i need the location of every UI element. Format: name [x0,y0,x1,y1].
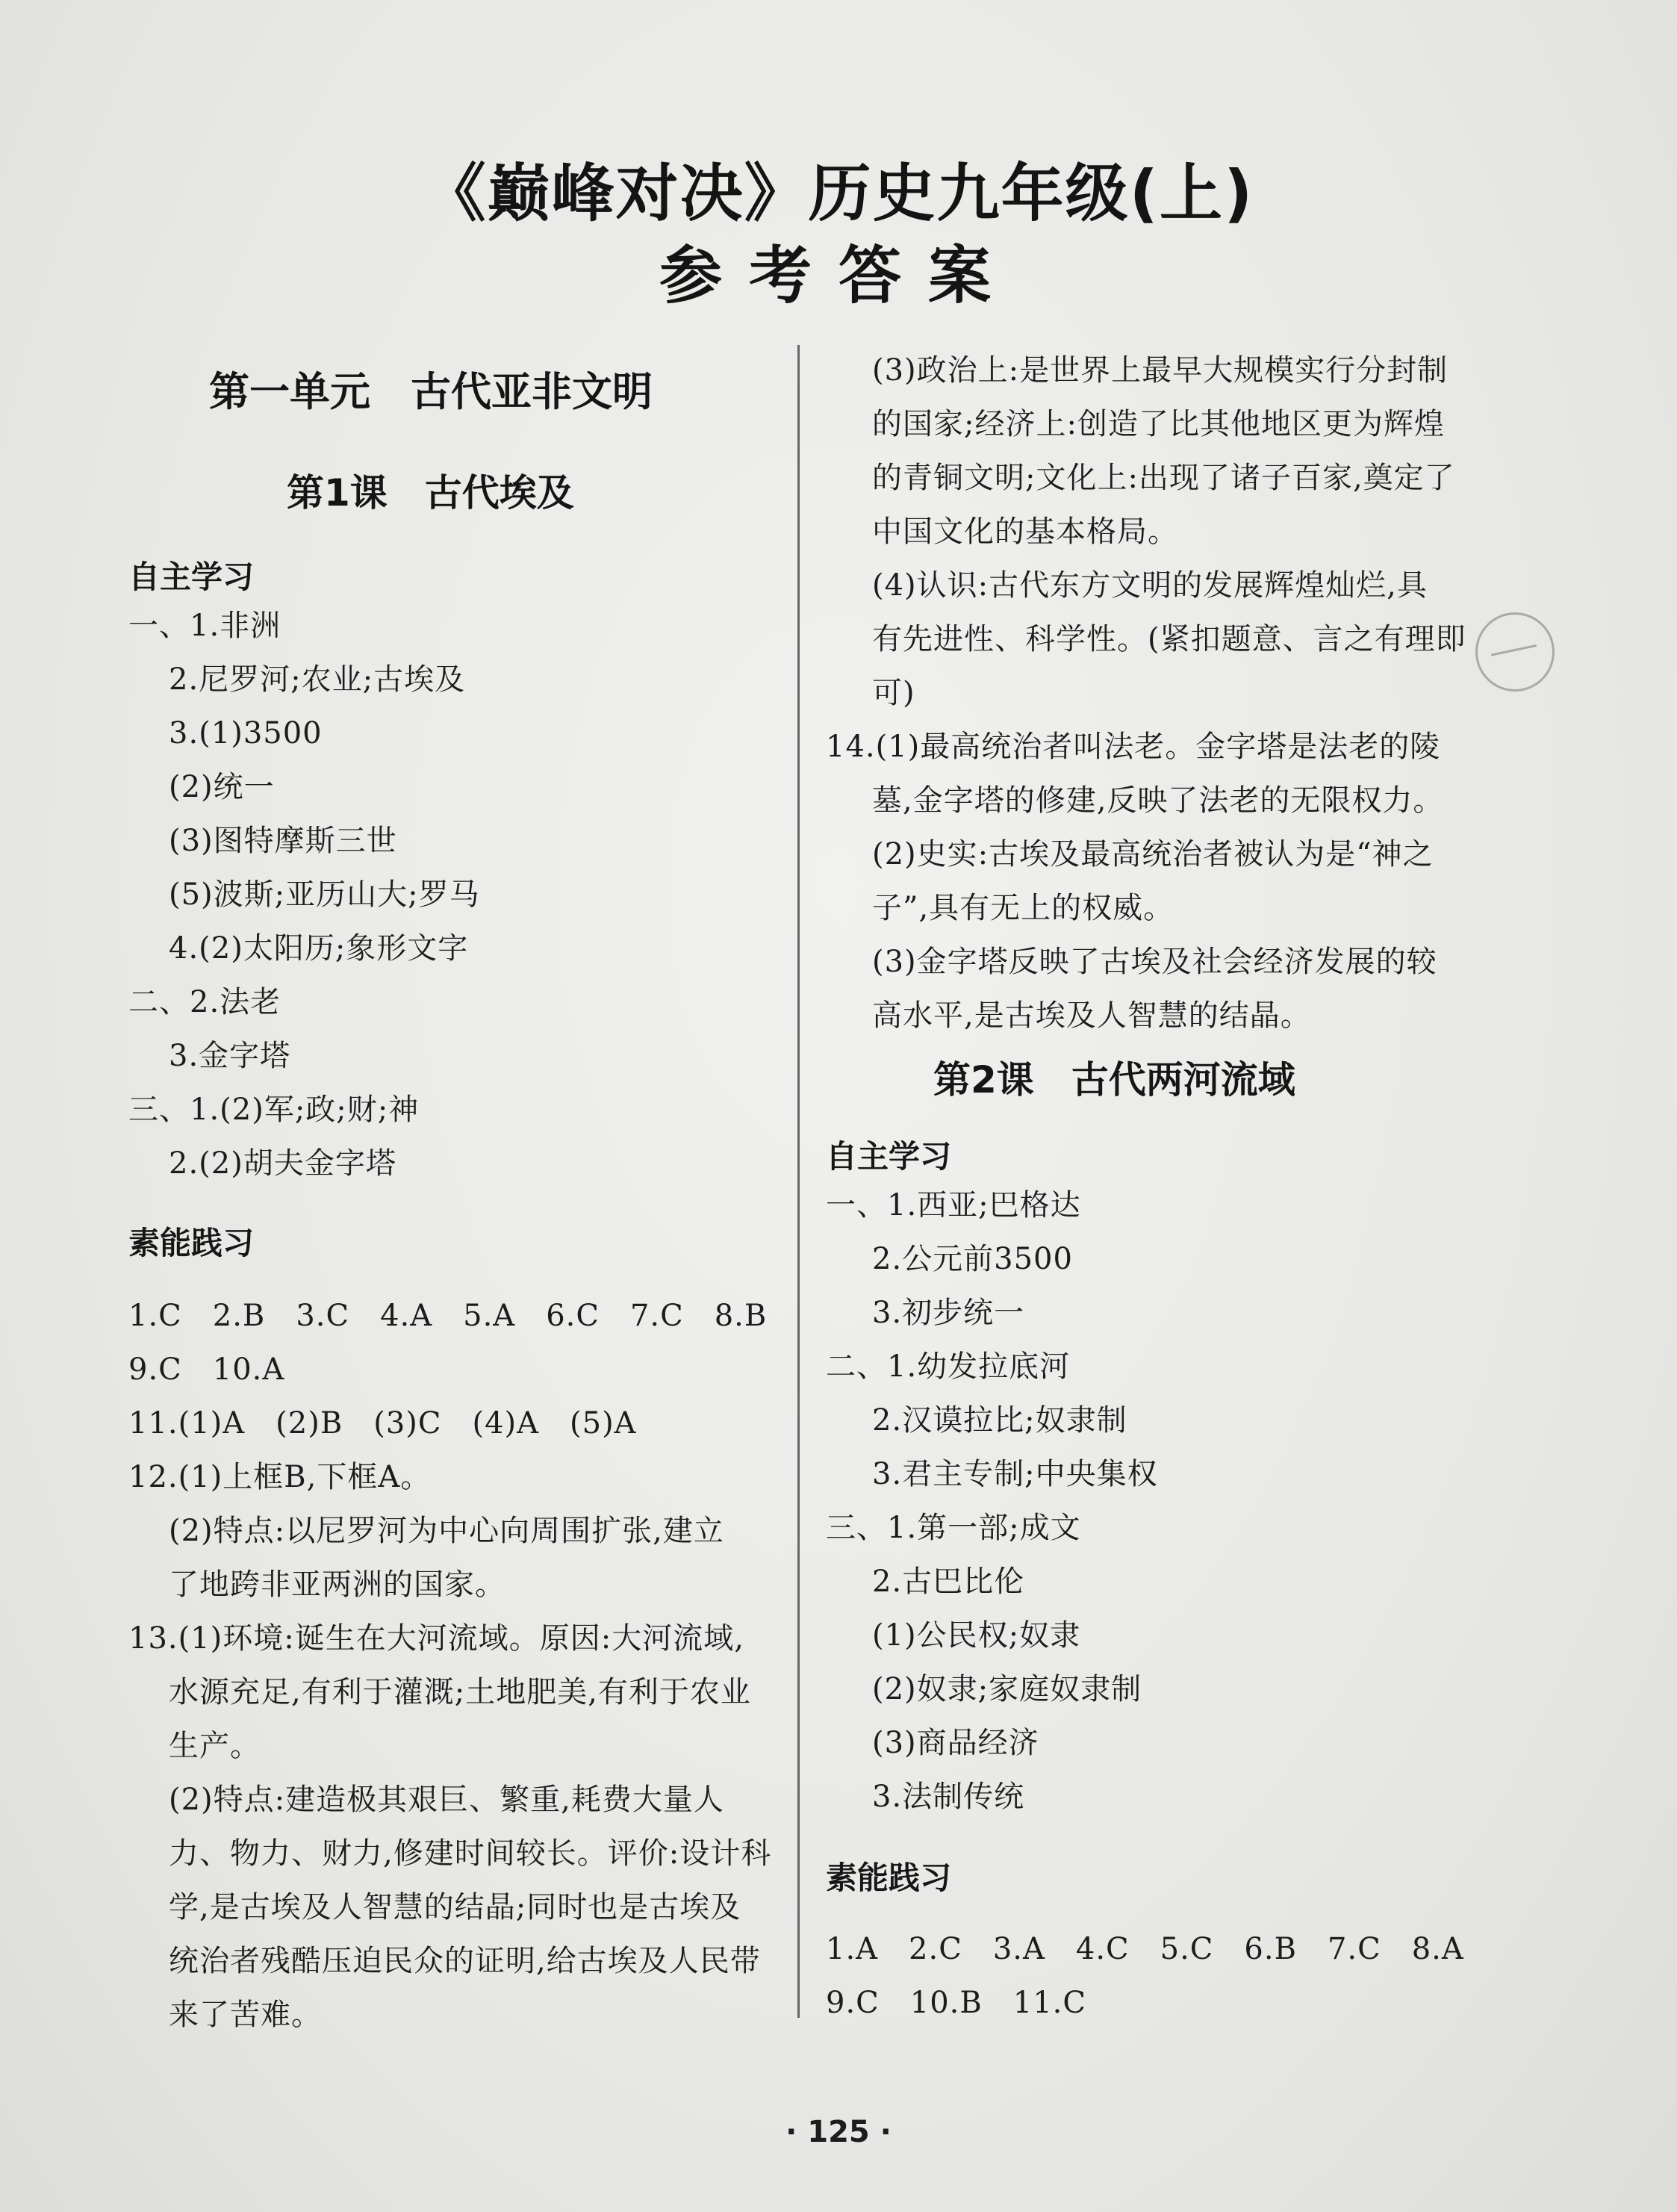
page-number: · 125 · [785,2115,892,2149]
list-item: 二、2.法老 [128,985,281,1019]
list-item: (2)特点:建造极其艰巨、繁重,耗费大量人 [169,1783,724,1817]
list-item: 可) [872,676,915,710]
list-item: 三、1.第一部;成文 [826,1511,1081,1545]
list-item: 三、1.(2)军;政;财;神 [128,1093,420,1127]
lesson-2-self-study-heading: 自主学习 [826,1138,952,1175]
list-item: 墓,金字塔的修建,反映了法老的无限权力。 [872,783,1444,818]
list-item: 高水平,是古埃及人智慧的结晶。 [872,998,1311,1033]
list-item: 14.(1)最高统治者叫法老。金字塔是法老的陵 [826,730,1441,764]
list-item: 2.(2)胡夫金字塔 [169,1146,396,1181]
list-item: 3.金字塔 [169,1039,291,1073]
list-item: (2)统一 [169,770,275,804]
list-item: 3.(1)3500 [169,716,323,751]
list-item: 2.汉谟拉比;奴隶制 [872,1403,1127,1438]
list-item: 的青铜文明;文化上:出现了诸子百家,奠定了 [872,461,1455,495]
list-item: 1.A 2.C 3.A 4.C 5.C 6.B 7.C 8.A [826,1932,1464,1966]
list-item: 3.君主专制;中央集权 [872,1457,1158,1491]
lesson-1-self-study-heading: 自主学习 [128,559,255,595]
list-item: (2)特点:以尼罗河为中心向周围扩张,建立 [169,1514,724,1548]
list-item: (3)图特摩斯三世 [169,824,397,858]
list-item: 学,是古埃及人智慧的结晶;同时也是古埃及 [169,1890,741,1924]
list-item: 12.(1)上框B,下框A。 [128,1460,432,1494]
list-item: 2.古巴比伦 [872,1565,1025,1599]
list-item: (1)公民权;奴隶 [872,1618,1081,1653]
list-item: 子”,具有无上的权威。 [872,891,1174,925]
list-item: (5)波斯;亚历山大;罗马 [169,877,480,912]
list-item: (4)认识:古代东方文明的发展辉煌灿烂,具 [872,568,1428,603]
stamp-icon [1468,605,1562,699]
list-item: 4.(2)太阳历;象形文字 [169,931,469,966]
answer-key-title: 参考答案 [659,239,1018,312]
list-item: 中国文化的基本格局。 [872,515,1178,549]
list-item: 3.法制传统 [872,1780,1025,1814]
list-item: 力、物力、财力,修建时间较长。评价:设计科 [169,1836,772,1871]
list-item: 来了苦难。 [169,1998,322,2032]
lesson-2-practice-heading: 素能践习 [826,1860,952,1896]
list-item: (3)政治上:是世界上最早大规模实行分封制 [872,353,1449,388]
list-item: 了地跨非亚两洲的国家。 [169,1568,505,1602]
list-item: 水源充足,有利于灌溉;土地肥美,有利于农业 [169,1675,751,1709]
list-item: 的国家;经济上:创造了比其他地区更为辉煌 [872,407,1445,441]
book-title: 《巅峰对决》历史九年级(上) [423,157,1254,230]
list-item: 生产。 [169,1729,261,1763]
list-item: 9.C 10.B 11.C [826,1986,1086,2020]
list-item: 二、1.幼发拉底河 [826,1349,1071,1384]
list-item: (3)金字塔反映了古埃及社会经济发展的较 [872,945,1437,979]
lesson-1-heading: 第1课 古代埃及 [287,471,574,515]
list-item: 3.初步统一 [872,1296,1025,1330]
lesson-2-heading: 第2课 古代两河流域 [933,1058,1295,1102]
list-item: 1.C 2.B 3.C 4.A 5.A 6.C 7.C 8.B [128,1299,768,1333]
list-item: 2.尼罗河;农业;古埃及 [169,662,466,697]
column-divider [797,345,800,2018]
list-item: 一、1.西亚;巴格达 [826,1188,1081,1222]
unit-heading: 第一单元 古代亚非文明 [209,368,653,415]
list-item: (2)奴隶;家庭奴隶制 [872,1672,1142,1706]
list-item: 有先进性、科学性。(紧扣题意、言之有理即 [872,622,1466,656]
list-item: (2)史实:古埃及最高统治者被认为是“神之 [872,837,1434,872]
list-item: 9.C 10.A [128,1352,285,1387]
list-item: 2.公元前3500 [872,1242,1073,1276]
list-item: 11.(1)A (2)B (3)C (4)A (5)A [128,1406,637,1441]
list-item: 一、1.非洲 [128,609,281,643]
list-item: 13.(1)环境:诞生在大河流域。原因:大河流域, [128,1621,744,1656]
lesson-1-practice-heading: 素能践习 [128,1225,255,1261]
list-item: 统治者残酷压迫民众的证明,给古埃及人民带 [169,1944,761,1978]
list-item: (3)商品经济 [872,1726,1039,1760]
